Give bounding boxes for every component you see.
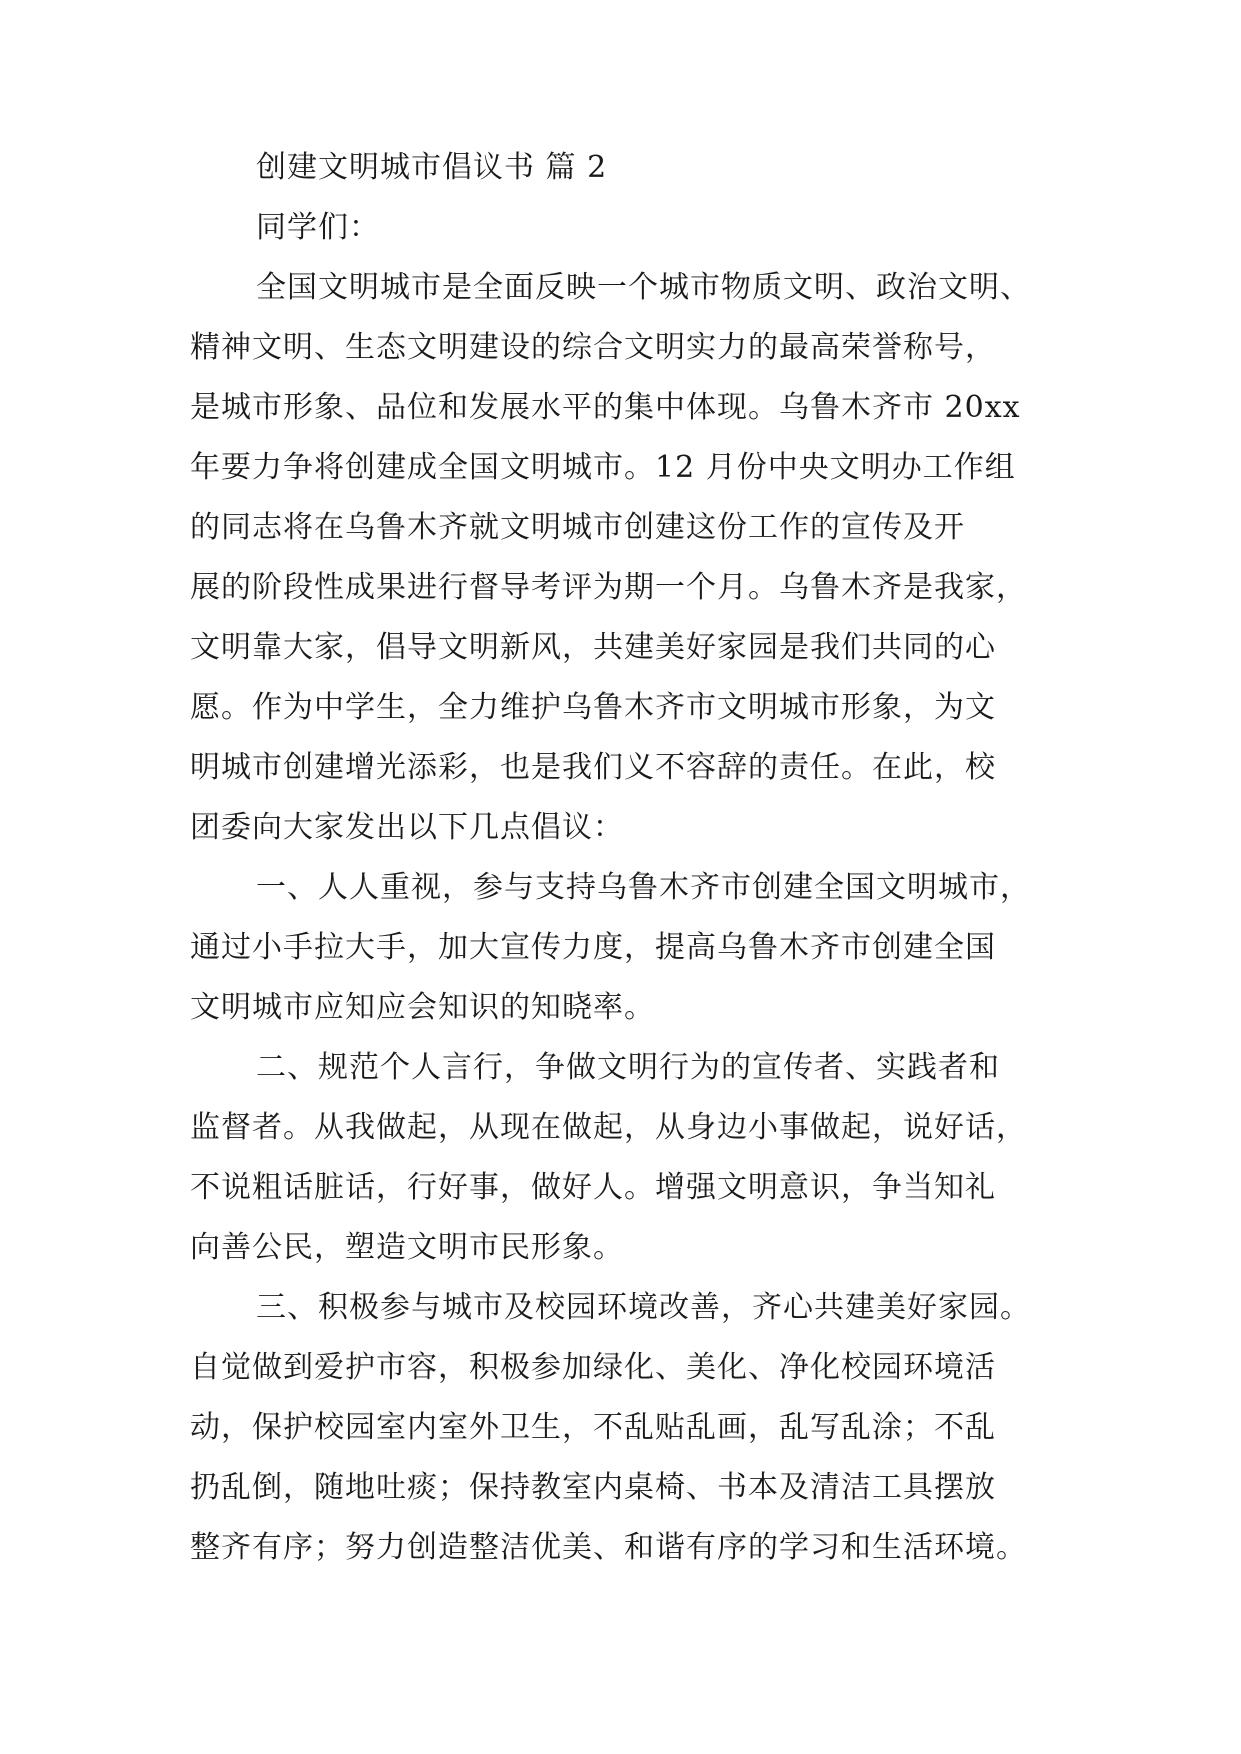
text-line: 监督者。从我做起，从现在做起，从身边小事做起，说好话，	[190, 1110, 1027, 1145]
text-line: 文明城市应知应会知识的知晓率。	[190, 990, 655, 1025]
text-line: 二、规范个人言行，争做文明行为的宣传者、实践者和	[256, 1050, 1000, 1085]
text-line: 不说粗话脏话，行好事，做好人。增强文明意识，争当知礼	[190, 1170, 996, 1205]
text-line: 整齐有序；努力创造整洁优美、和谐有序的学习和生活环境。	[190, 1530, 1027, 1565]
text-line: 精神文明、生态文明建设的综合文明实力的最高荣誉称号，	[190, 330, 996, 365]
text-line: 是城市形象、品位和发展水平的集中体现。乌鲁木齐市 20xx	[190, 390, 1021, 425]
salutation: 同学们：	[256, 210, 380, 245]
text-line: 的同志将在乌鲁木齐就文明城市创建这份工作的宣传及开	[190, 510, 965, 545]
text-line: 愿。作为中学生，全力维护乌鲁木齐市文明城市形象，为文	[190, 690, 996, 725]
text-line: 团委向大家发出以下几点倡议：	[190, 810, 624, 845]
text-line: 展的阶段性成果进行督导考评为期一个月。乌鲁木齐是我家，	[190, 570, 1027, 605]
text-line: 三、积极参与城市及校园环境改善，齐心共建美好家园。	[256, 1290, 1031, 1325]
document-title: 创建文明城市倡议书 篇 2	[256, 150, 608, 185]
text-line: 自觉做到爱护市容，积极参加绿化、美化、净化校园环境活	[190, 1350, 996, 1385]
text-line: 一、人人重视，参与支持乌鲁木齐市创建全国文明城市，	[256, 870, 1031, 905]
text-line: 扔乱倒，随地吐痰；保持教室内桌椅、书本及清洁工具摆放	[190, 1470, 996, 1505]
text-line: 通过小手拉大手，加大宣传力度，提高乌鲁木齐市创建全国	[190, 930, 996, 965]
text-line: 明城市创建增光添彩，也是我们义不容辞的责任。在此，校	[190, 750, 996, 785]
text-line: 年要力争将创建成全国文明城市。12 月份中央文明办工作组	[190, 450, 1016, 485]
text-line: 向善公民，塑造文明市民形象。	[190, 1230, 624, 1265]
text-line: 文明靠大家，倡导文明新风，共建美好家园是我们共同的心	[190, 630, 996, 665]
text-line: 全国文明城市是全面反映一个城市物质文明、政治文明、	[256, 270, 1031, 305]
text-line: 动，保护校园室内室外卫生，不乱贴乱画，乱写乱涂；不乱	[190, 1410, 996, 1445]
